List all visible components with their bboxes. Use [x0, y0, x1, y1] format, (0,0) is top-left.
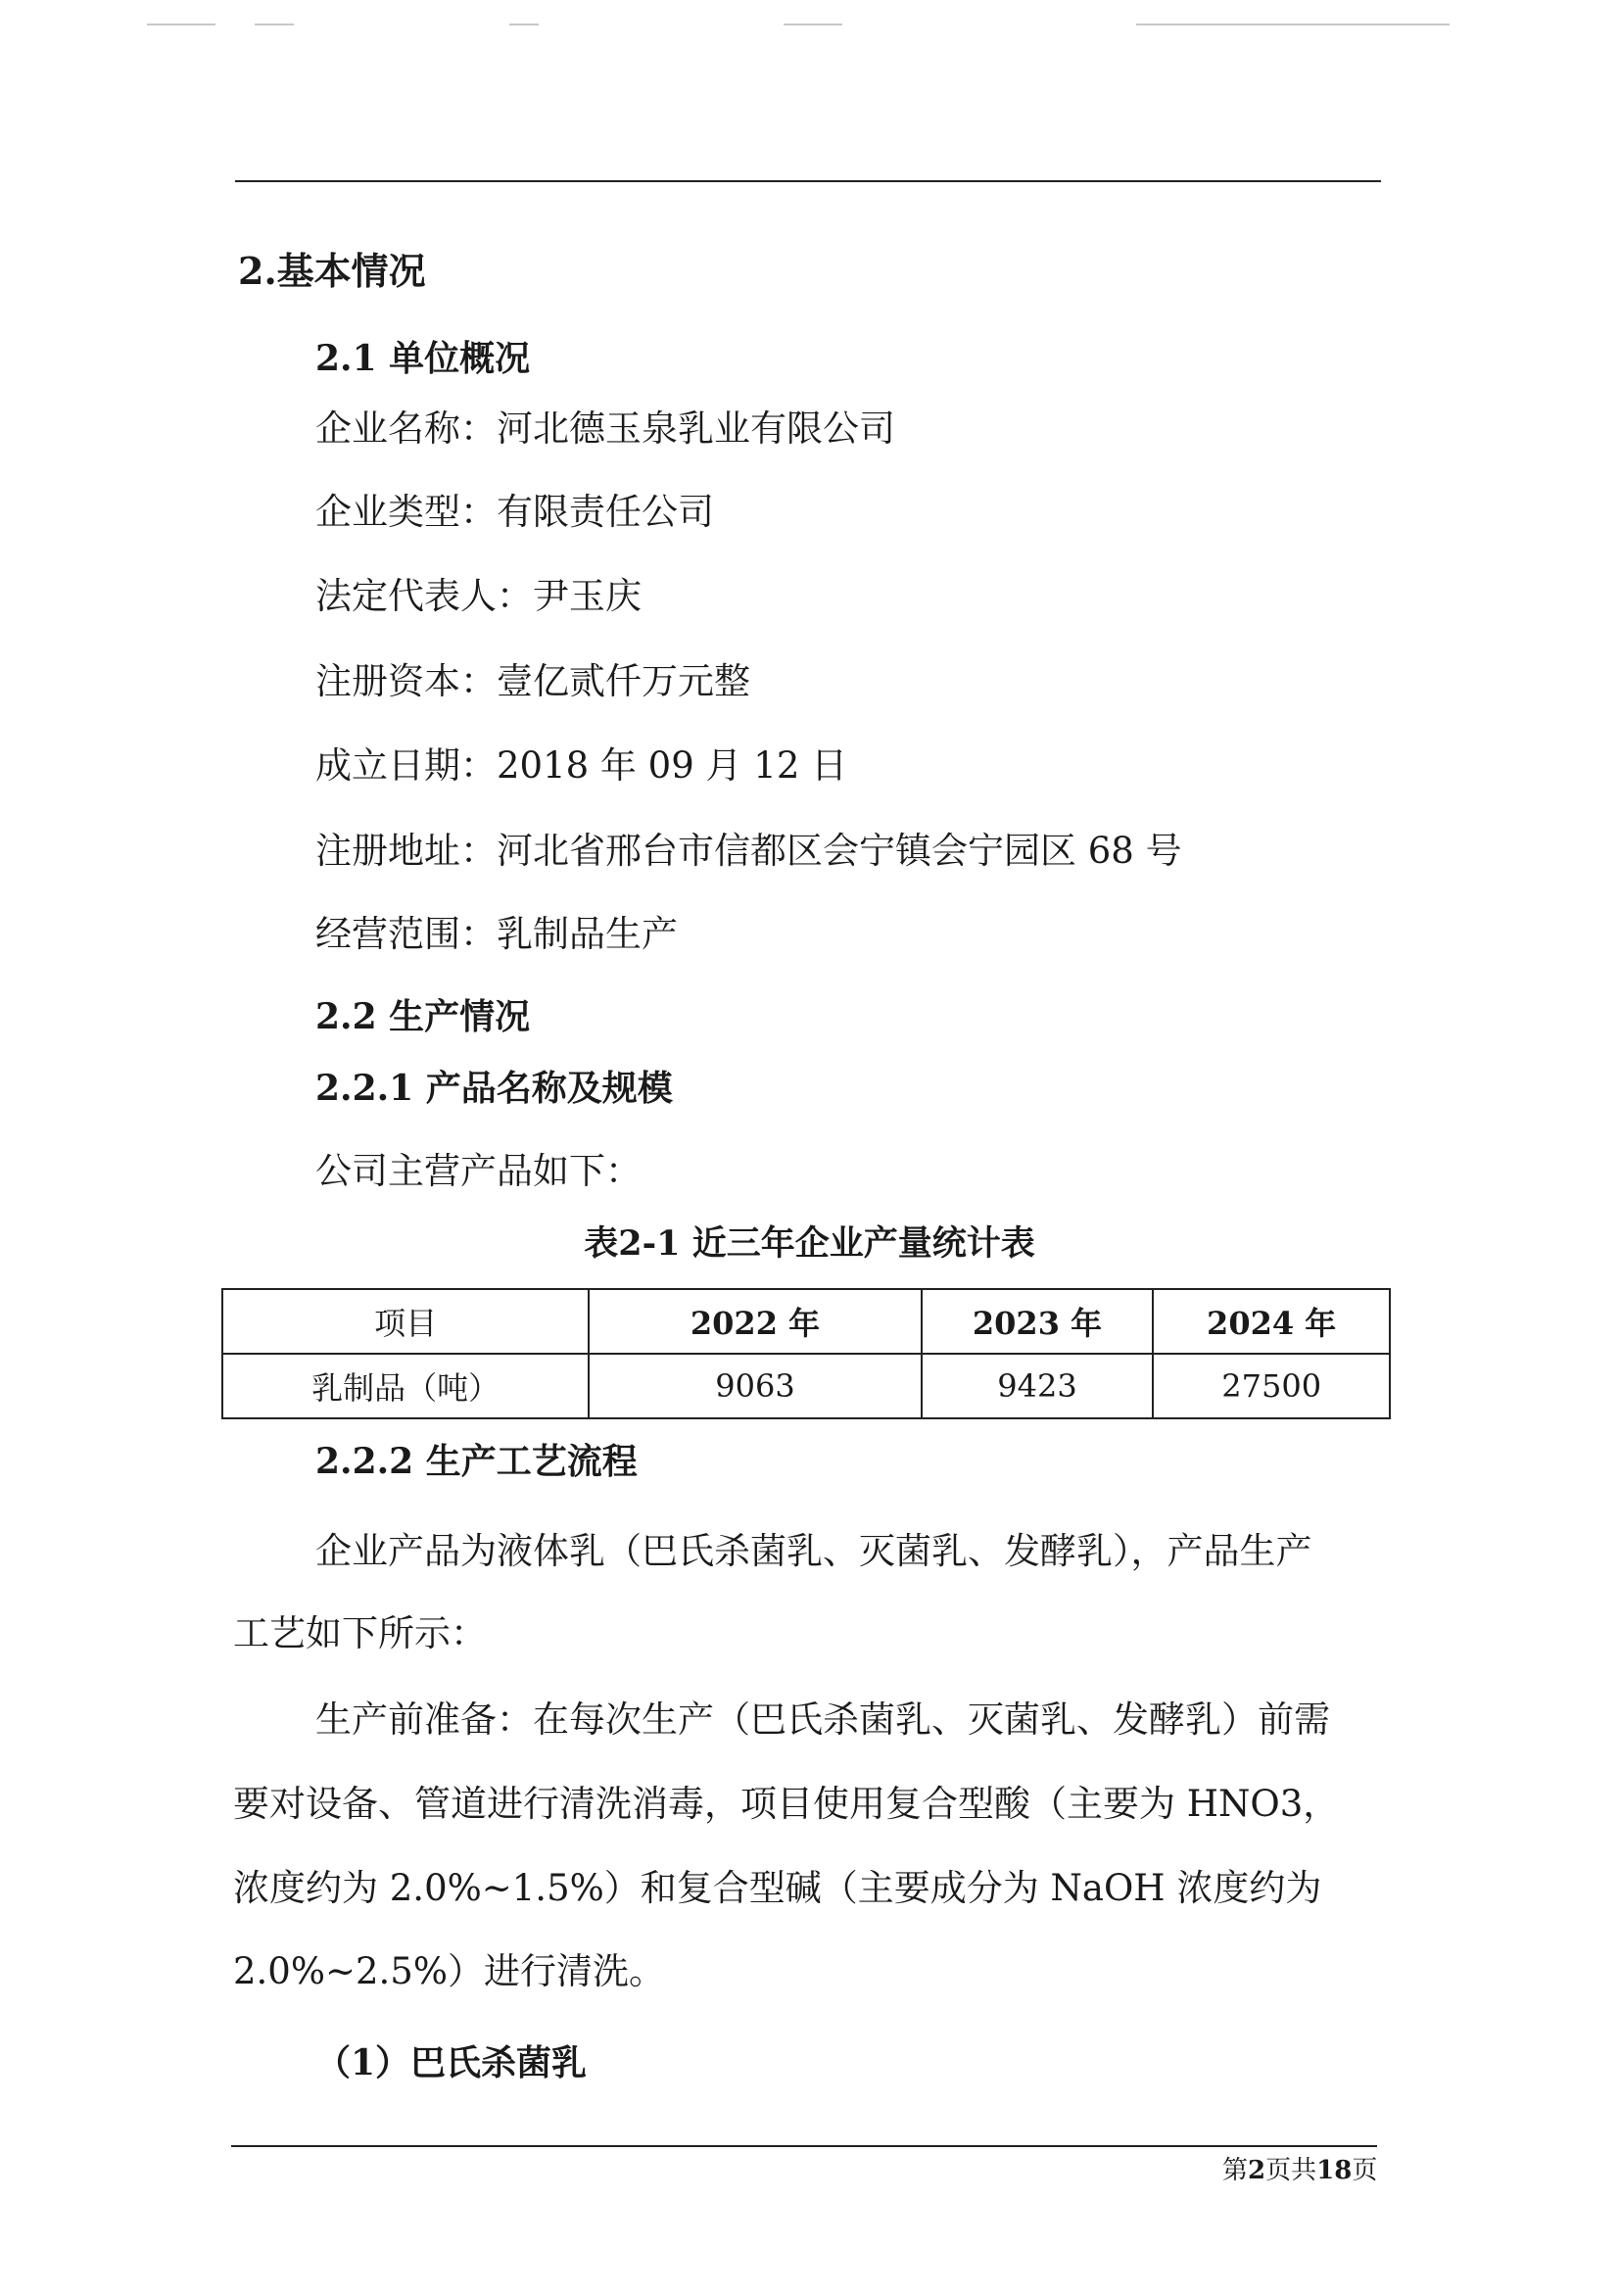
page-number [1222, 2151, 1377, 2190]
field-label: 企业名称： [315, 407, 497, 450]
field-capital [315, 654, 750, 709]
field-label: 注册资本： [315, 660, 497, 702]
table-header-cell: 2022 年 [589, 1289, 921, 1354]
field-value: 乳制品生产 [497, 913, 678, 955]
table-header-cell: 2024 年 [1153, 1289, 1390, 1354]
field-value: 壹亿贰仟万元整 [497, 660, 750, 702]
footer-rule [231, 2145, 1377, 2147]
product-scale-heading: 2.2.1 产品名称及规模 [315, 1068, 673, 1109]
paragraph-line: 浓度约为 2.0%~1.5%）和复合型碱（主要成分为 NaOH 浓度约为 [233, 1867, 1322, 1909]
table-cell: 9063 [589, 1354, 921, 1418]
scan-noise [0, 18, 1619, 31]
table-cell: 27500 [1153, 1354, 1390, 1418]
paragraph-line: 2.0%~2.5%）进行清洗。 [233, 1950, 666, 1992]
table-row [222, 1354, 1390, 1418]
paragraph-line: 企业产品为液体乳（巴氏杀菌乳、灭菌乳、发酵乳），产品生产 [315, 1530, 1312, 1572]
unit-heading: 2.1 单位概况 [315, 338, 531, 379]
field-label: 法定代表人： [315, 575, 533, 617]
process-heading: 2.2.2 生产工艺流程 [315, 1441, 638, 1482]
field-value: 尹玉庆 [533, 575, 642, 617]
header-rule [235, 180, 1381, 182]
table-cell: 9423 [922, 1354, 1154, 1418]
field-value: 有限责任公司 [497, 491, 714, 533]
field-value: 2018 年 09 月 12 日 [497, 744, 848, 787]
production-table [221, 1288, 1391, 1419]
table-header-cell: 项目 [222, 1289, 589, 1354]
table-caption: 表2-1 近三年企业产量统计表 [584, 1223, 1035, 1264]
field-label: 企业类型： [315, 491, 497, 533]
products-intro: 公司主营产品如下： [315, 1150, 642, 1192]
field-address [315, 824, 1182, 879]
field-value: 河北德玉泉乳业有限公司 [497, 407, 895, 450]
field-company-type [315, 485, 714, 540]
page-prefix: 第 [1222, 2156, 1249, 2185]
field-label: 注册地址： [315, 830, 497, 872]
paragraph-line: 生产前准备：在每次生产（巴氏杀菌乳、灭菌乳、发酵乳）前需 [315, 1698, 1330, 1741]
field-legal-rep [315, 569, 642, 624]
pasteurized-heading: （1）巴氏杀菌乳 [315, 2042, 588, 2083]
page-total: 18 [1316, 2156, 1353, 2185]
production-heading: 2.2 生产情况 [315, 996, 531, 1037]
field-scope [315, 907, 678, 962]
field-founded [315, 739, 847, 793]
paragraph-line: 工艺如下所示： [233, 1612, 487, 1654]
field-label: 成立日期： [315, 744, 497, 787]
field-value: 河北省邢台市信都区会宁镇会宁园区 68 号 [497, 830, 1182, 872]
table-cell: 乳制品（吨） [222, 1354, 589, 1418]
section-title: 2.基本情况 [238, 249, 426, 293]
table-header-row [222, 1289, 1390, 1354]
page-current: 2 [1248, 2156, 1266, 2185]
table-header-cell: 2023 年 [922, 1289, 1154, 1354]
field-company-name [315, 402, 895, 456]
paragraph-line: 要对设备、管道进行清洗消毒，项目使用复合型酸（主要为 HNO3， [233, 1783, 1340, 1825]
page-suffix: 页 [1352, 2156, 1378, 2185]
field-label: 经营范围： [315, 913, 497, 955]
page-mid: 页共 [1265, 2156, 1317, 2185]
